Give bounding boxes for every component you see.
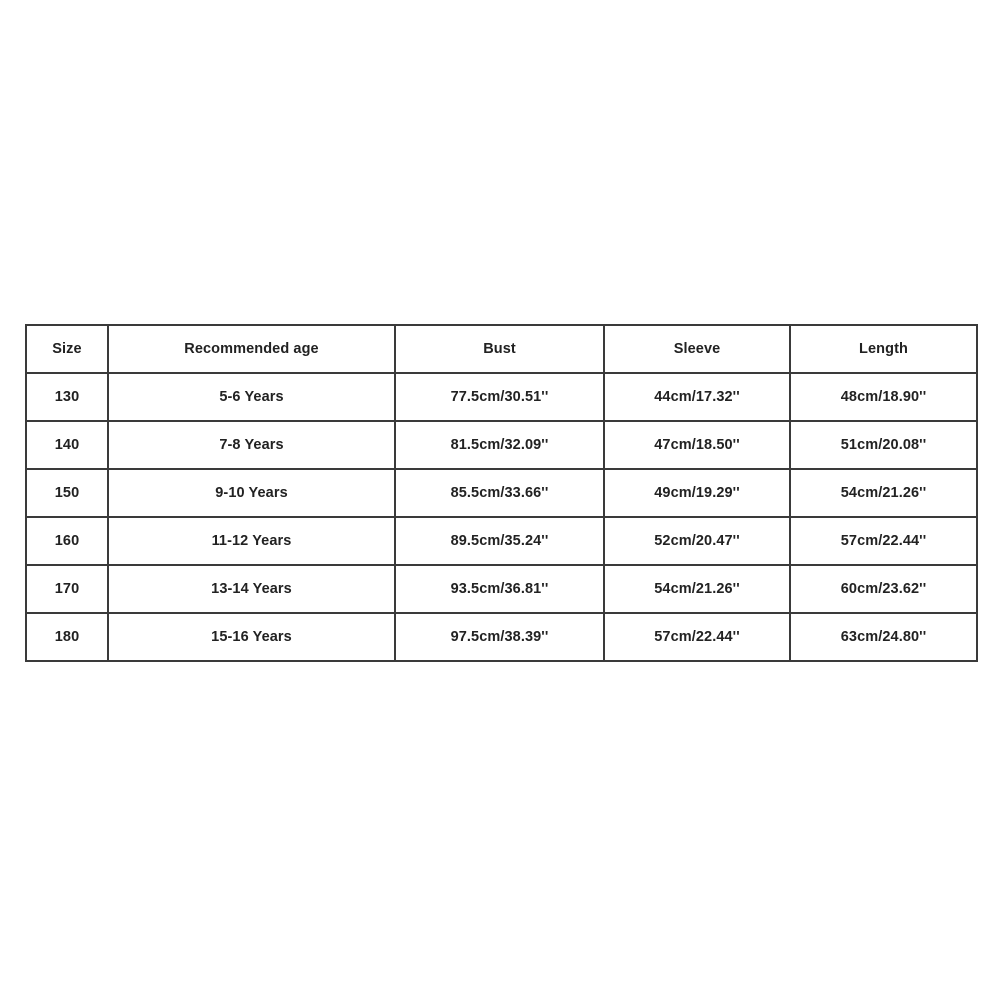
cell-length: 57cm/22.44'' — [790, 517, 977, 565]
cell-bust: 81.5cm/32.09'' — [395, 421, 604, 469]
cell-recommended-age: 15-16 Years — [108, 613, 395, 661]
table-row — [26, 421, 977, 469]
cell-sleeve: 57cm/22.44'' — [604, 613, 790, 661]
cell-length: 63cm/24.80'' — [790, 613, 977, 661]
cell-bust: 97.5cm/38.39'' — [395, 613, 604, 661]
cell-bust: 93.5cm/36.81'' — [395, 565, 604, 613]
table-row — [26, 613, 977, 661]
table-row — [26, 517, 977, 565]
cell-sleeve: 54cm/21.26'' — [604, 565, 790, 613]
cell-length: 54cm/21.26'' — [790, 469, 977, 517]
cell-recommended-age: 13-14 Years — [108, 565, 395, 613]
cell-length: 51cm/20.08'' — [790, 421, 977, 469]
table-row — [26, 565, 977, 613]
cell-sleeve: 47cm/18.50'' — [604, 421, 790, 469]
header-bust: Bust — [395, 325, 604, 373]
cell-size: 170 — [26, 565, 108, 613]
cell-bust: 77.5cm/30.51'' — [395, 373, 604, 421]
cell-size: 180 — [26, 613, 108, 661]
cell-size: 140 — [26, 421, 108, 469]
cell-sleeve: 44cm/17.32'' — [604, 373, 790, 421]
table-header-row — [26, 325, 977, 373]
cell-recommended-age: 11-12 Years — [108, 517, 395, 565]
cell-bust: 85.5cm/33.66'' — [395, 469, 604, 517]
header-recommended-age: Recommended age — [108, 325, 395, 373]
cell-size: 130 — [26, 373, 108, 421]
cell-recommended-age: 9-10 Years — [108, 469, 395, 517]
table-row — [26, 373, 977, 421]
table-row — [26, 469, 977, 517]
cell-size: 150 — [26, 469, 108, 517]
cell-sleeve: 52cm/20.47'' — [604, 517, 790, 565]
size-chart-table — [25, 324, 978, 662]
cell-size: 160 — [26, 517, 108, 565]
cell-length: 60cm/23.62'' — [790, 565, 977, 613]
header-sleeve: Sleeve — [604, 325, 790, 373]
header-length: Length — [790, 325, 977, 373]
cell-sleeve: 49cm/19.29'' — [604, 469, 790, 517]
cell-recommended-age: 5-6 Years — [108, 373, 395, 421]
header-size: Size — [26, 325, 108, 373]
cell-bust: 89.5cm/35.24'' — [395, 517, 604, 565]
cell-recommended-age: 7-8 Years — [108, 421, 395, 469]
cell-length: 48cm/18.90'' — [790, 373, 977, 421]
